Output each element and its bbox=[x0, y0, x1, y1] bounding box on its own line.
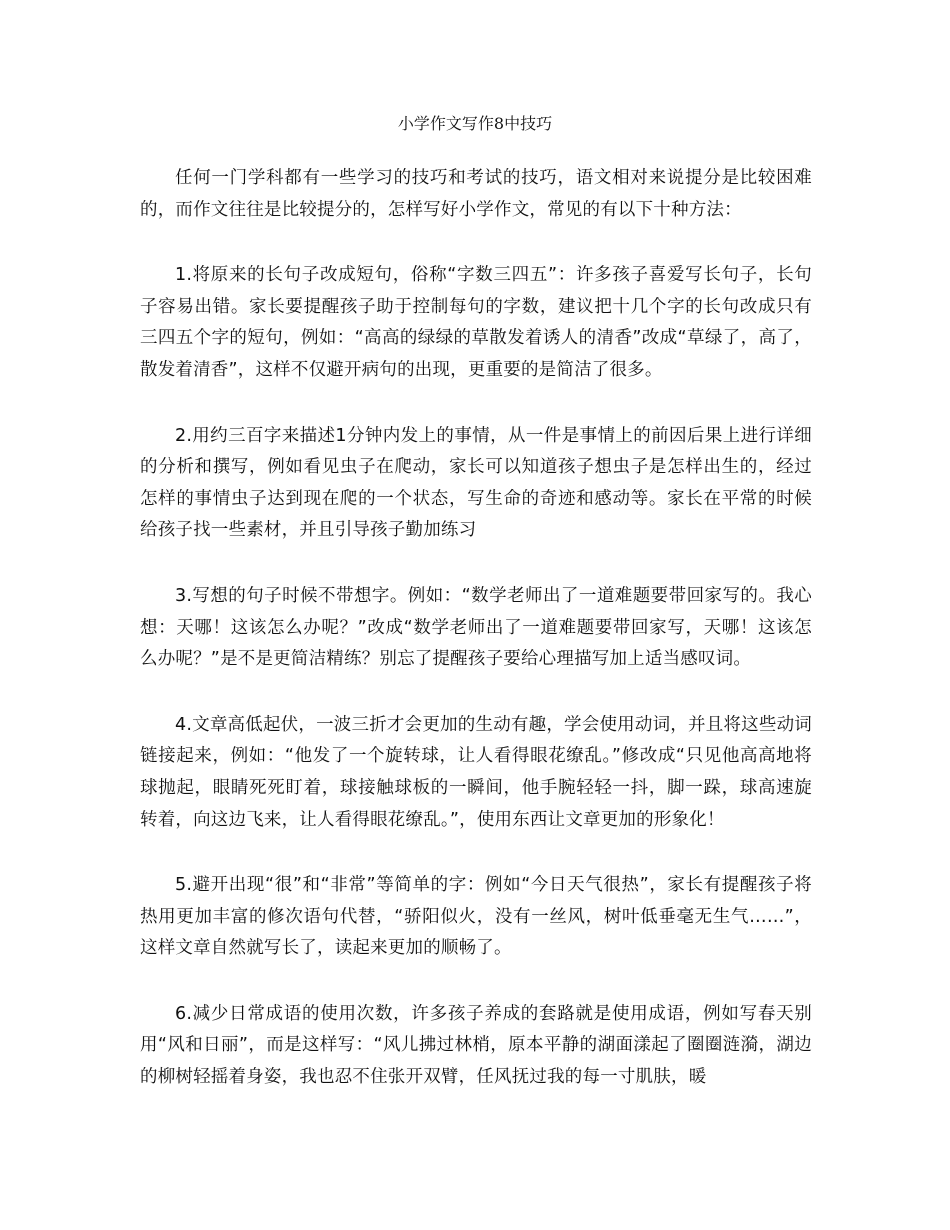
tip-5-paragraph: 5.避开出现“很”和“非常”等简单的字：例如“今日天气很热”，家长有提醒孩子将热用更加丰富的修次语句代替，“骄阳似火，没有一丝风，树叶低垂毫无生气……”，这样文章自然就写长了，读起来更加的顺畅了。 bbox=[140, 875, 812, 959]
tip-2-paragraph: 2.用约三百字来描述1分钟内发上的事情，从一件是事情上的前因后果上进行详细的分析和撰写，例如看见虫子在爬动，家长可以知道孩子想虫子是怎样出生的，经过怎样的事情虫子达到现在爬的一个状态，写生命的奇迹和感动等。家长在平常的时候给孩子找一些素材，并且引导孩子勤加练习 bbox=[140, 425, 812, 541]
tip-6-paragraph: 6.减少日常成语的使用次数，许多孩子养成的套路就是使用成语，例如写春天别用“风和日丽”，而是这样写：“风儿拂过林梢，原本平静的湖面漾起了圈圈涟漪，湖边的柳树轻摇着身姿，我也忍不住张开双臂，任风抚过我的每一寸肌肤，暖 bbox=[140, 1003, 812, 1088]
tip-3-paragraph: 3.写想的句子时候不带想字。例如：“数学老师出了一道难题要带回家写的。我心想：天哪！这该怎么办呢？”改成“数学老师出了一道难题要带回家写，天哪！这该怎么办呢？”是不是更简洁精练？别忘了提醒孩子要给心理描写加上适当感叹词。 bbox=[140, 585, 812, 670]
document-title: 小学作文写作8中技巧 bbox=[397, 114, 553, 133]
intro-paragraph: 任何一门学科都有一些学习的技巧和考试的技巧，语文相对来说提分是比较困难的，而作文往往是比较提分的，怎样写好小学作文，常见的有以下十种方法： bbox=[140, 168, 812, 220]
tip-1-paragraph: 1.将原来的长句子改成短句，俗称“字数三四五”：许多孩子喜爱写长句子，长句子容易出错。家长要提醒孩子助于控制每句的字数，建议把十几个字的长句改成只有三四五个字的短句，例如：“高高的绿绿的草散发着诱人的清香”改成“草绿了，高了，散发着清香”，这样不仅避开病句的出现，更重要的是简洁了很多。 bbox=[140, 265, 812, 380]
document-body bbox=[140, 163, 812, 1128]
tip-4-paragraph: 4.文章高低起伏，一波三折才会更加的生动有趣，学会使用动词，并且将这些动词链接起来，例如：“他发了一个旋转球，让人看得眼花缭乱。”修改成“只见他高高地将球抛起，眼睛死死盯着，球接触球板的一瞬间，他手腕轻轻一抖，脚一跺，球高速旋转着，向这边飞来，让人看得眼花缭乱。”，使用东西让文章更加的形象化！ bbox=[140, 714, 812, 830]
